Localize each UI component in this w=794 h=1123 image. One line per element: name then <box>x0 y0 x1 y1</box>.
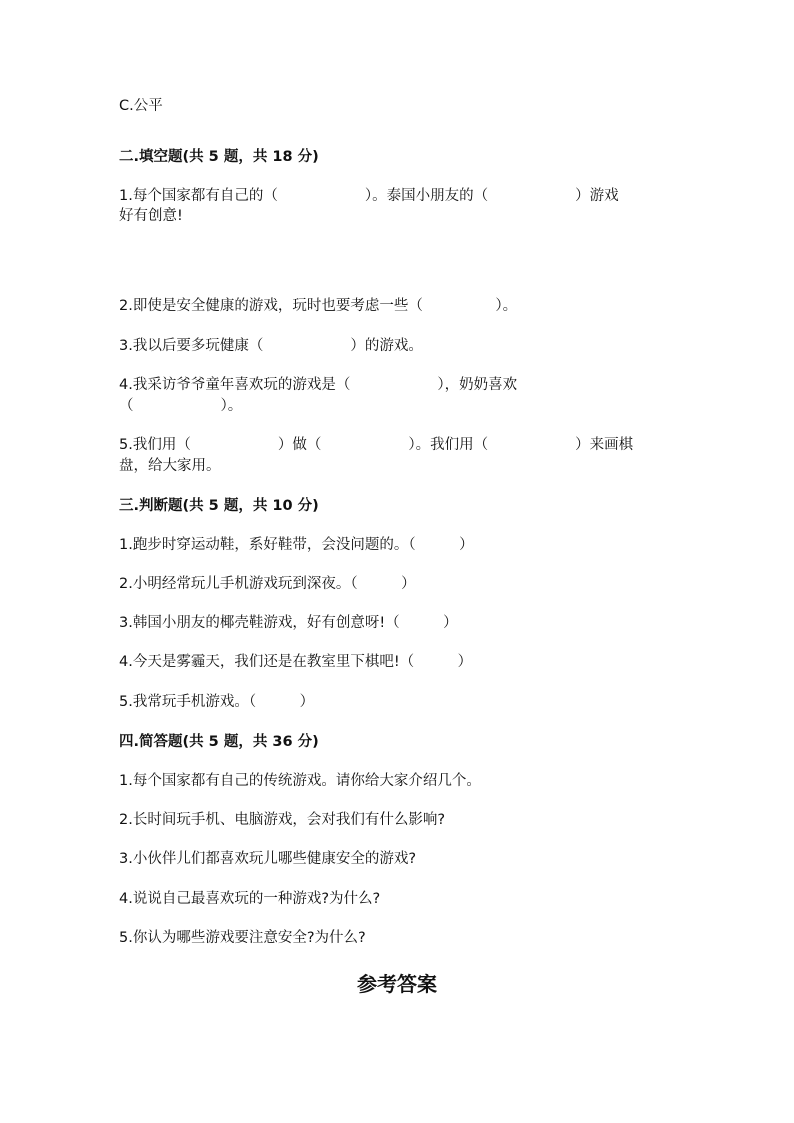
fill-q4-line2: （ ）。 <box>119 398 243 414</box>
fill-q1-line1: 1.每个国家都有自己的（ ）。泰国小朋友的（ ）游戏 <box>119 188 619 204</box>
fill-q4-line1: 4.我采访爷爷童年喜欢玩的游戏是（ ），奶奶喜欢 <box>119 377 518 393</box>
short-q2: 2.长时间玩手机、电脑游戏，会对我们有什么影响? <box>119 812 446 828</box>
fill-q1-line2: 好有创意! <box>119 208 183 224</box>
short-q3: 3.小伙伴儿们都喜欢玩儿哪些健康安全的游戏? <box>119 851 417 867</box>
option-c: C.公平 <box>119 98 163 114</box>
fill-q5-line2: 盘，给大家用。 <box>119 458 221 474</box>
fill-q5-line1: 5.我们用（ ）做（ ）。我们用（ ）来画棋 <box>119 437 634 453</box>
judge-q3: 3.韩国小朋友的椰壳鞋游戏，好有创意呀!（ ） <box>119 615 458 631</box>
short-q5: 5.你认为哪些游戏要注意安全?为什么? <box>119 930 366 946</box>
fill-q3: 3.我以后要多玩健康（ ）的游戏。 <box>119 338 423 354</box>
short-q1: 1.每个国家都有自己的传统游戏。请你给大家介绍几个。 <box>119 773 481 789</box>
section-3-heading: 三.判断题(共 5 题，共 10 分) <box>119 498 319 514</box>
section-4-heading: 四.简答题(共 5 题，共 36 分) <box>119 734 319 750</box>
short-q4: 4.说说自己最喜欢玩的一种游戏?为什么? <box>119 891 381 907</box>
judge-q5: 5.我常玩手机游戏。（ ） <box>119 694 315 710</box>
judge-q4: 4.今天是雾霾天，我们还是在教室里下棋吧!（ ） <box>119 654 473 670</box>
section-2-heading: 二.填空题(共 5 题，共 18 分) <box>119 149 319 165</box>
answers-title: 参考答案 <box>357 972 437 996</box>
judge-q2: 2.小明经常玩儿手机游戏玩到深夜。（ ） <box>119 576 416 592</box>
judge-q1: 1.跑步时穿运动鞋，系好鞋带，会没问题的。（ ） <box>119 537 474 553</box>
fill-q2: 2.即使是安全健康的游戏，玩时也要考虑一些（ ）。 <box>119 298 518 314</box>
